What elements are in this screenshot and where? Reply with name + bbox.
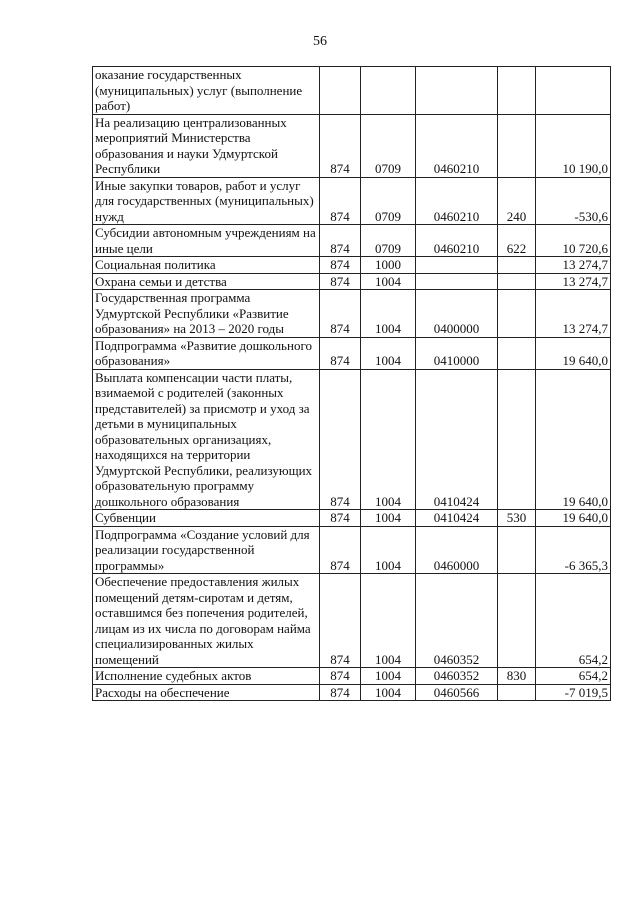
row-target-article: 0410000 <box>416 337 498 369</box>
row-ved-code: 874 <box>320 526 361 574</box>
row-expense-type <box>498 114 536 177</box>
row-expense-type: 830 <box>498 668 536 685</box>
row-name: Исполнение судебных актов <box>93 668 320 685</box>
page-number: 56 <box>313 34 327 49</box>
row-section-code: 1004 <box>361 510 416 527</box>
row-name: Подпрограмма «Создание условий для реализации государственной программы» <box>93 526 320 574</box>
table-row <box>93 67 611 115</box>
table-row <box>93 257 611 274</box>
row-amount <box>536 67 611 115</box>
table-row <box>93 290 611 338</box>
row-target-article: 0460566 <box>416 684 498 701</box>
row-target-article: 0460000 <box>416 526 498 574</box>
row-amount: 654,2 <box>536 668 611 685</box>
table-row <box>93 225 611 257</box>
row-target-article: 0410424 <box>416 510 498 527</box>
row-ved-code: 874 <box>320 290 361 338</box>
row-amount: -6 365,3 <box>536 526 611 574</box>
budget-table <box>92 66 611 701</box>
row-expense-type <box>498 67 536 115</box>
row-expense-type <box>498 526 536 574</box>
row-section-code: 1004 <box>361 290 416 338</box>
row-expense-type: 530 <box>498 510 536 527</box>
table-row <box>93 684 611 701</box>
row-amount: -7 019,5 <box>536 684 611 701</box>
row-target-article: 0410424 <box>416 369 498 510</box>
row-amount: 10 720,6 <box>536 225 611 257</box>
row-section-code: 1000 <box>361 257 416 274</box>
row-amount: 654,2 <box>536 574 611 668</box>
row-section-code: 1004 <box>361 526 416 574</box>
row-name: Выплата компенсации части платы, взимаемой с родителей (законных представителей) за присмотр и уход за детьми в муниципальных образовательных организациях, находящихся на территории Удмуртской Республики, реализующих образовательную программу дошкольного образования <box>93 369 320 510</box>
row-target-article: 0460352 <box>416 668 498 685</box>
row-name: Социальная политика <box>93 257 320 274</box>
row-expense-type <box>498 273 536 290</box>
row-ved-code: 874 <box>320 668 361 685</box>
row-expense-type <box>498 257 536 274</box>
row-section-code: 1004 <box>361 574 416 668</box>
row-expense-type <box>498 337 536 369</box>
row-section-code: 0709 <box>361 114 416 177</box>
table-row <box>93 177 611 225</box>
row-ved-code: 874 <box>320 337 361 369</box>
row-name: Иные закупки товаров, работ и услуг для государственных (муниципальных) нужд <box>93 177 320 225</box>
row-target-article <box>416 257 498 274</box>
row-expense-type: 240 <box>498 177 536 225</box>
row-target-article: 0460210 <box>416 225 498 257</box>
budget-table-body <box>93 67 611 701</box>
row-ved-code: 874 <box>320 257 361 274</box>
table-row <box>93 114 611 177</box>
row-ved-code: 874 <box>320 225 361 257</box>
row-amount: 13 274,7 <box>536 290 611 338</box>
row-ved-code <box>320 67 361 115</box>
table-row <box>93 668 611 685</box>
row-ved-code: 874 <box>320 510 361 527</box>
row-ved-code: 874 <box>320 273 361 290</box>
row-section-code <box>361 67 416 115</box>
row-target-article: 0460210 <box>416 177 498 225</box>
row-section-code: 1004 <box>361 273 416 290</box>
row-ved-code: 874 <box>320 574 361 668</box>
row-expense-type <box>498 369 536 510</box>
row-name: На реализацию централизованных мероприятий Министерства образования и науки Удмуртской Республики <box>93 114 320 177</box>
row-ved-code: 874 <box>320 684 361 701</box>
row-amount: 13 274,7 <box>536 257 611 274</box>
row-name: Охрана семьи и детства <box>93 273 320 290</box>
row-target-article: 0400000 <box>416 290 498 338</box>
row-name: Обеспечение предоставления жилых помещений детям-сиротам и детям, оставшимся без попечения родителей, лицам из их числа по договорам найма специализированных жилых помещений <box>93 574 320 668</box>
row-ved-code: 874 <box>320 177 361 225</box>
table-row <box>93 273 611 290</box>
row-amount: -530,6 <box>536 177 611 225</box>
row-section-code: 1004 <box>361 369 416 510</box>
row-ved-code: 874 <box>320 369 361 510</box>
row-name: Подпрограмма «Развитие дошкольного образования» <box>93 337 320 369</box>
row-ved-code: 874 <box>320 114 361 177</box>
row-target-article: 0460210 <box>416 114 498 177</box>
row-section-code: 0709 <box>361 177 416 225</box>
table-row <box>93 510 611 527</box>
row-section-code: 1004 <box>361 668 416 685</box>
table-row <box>93 369 611 510</box>
row-target-article: 0460352 <box>416 574 498 668</box>
table-row <box>93 526 611 574</box>
row-section-code: 1004 <box>361 684 416 701</box>
table-row <box>93 337 611 369</box>
row-target-article <box>416 67 498 115</box>
row-name: Расходы на обеспечение <box>93 684 320 701</box>
row-section-code: 1004 <box>361 337 416 369</box>
row-expense-type: 622 <box>498 225 536 257</box>
row-name: Государственная программа Удмуртской Республики «Развитие образования» на 2013 – 2020 годы <box>93 290 320 338</box>
table-row <box>93 574 611 668</box>
row-expense-type <box>498 574 536 668</box>
row-section-code: 0709 <box>361 225 416 257</box>
row-name: Субвенции <box>93 510 320 527</box>
row-amount: 19 640,0 <box>536 369 611 510</box>
row-amount: 10 190,0 <box>536 114 611 177</box>
row-target-article <box>416 273 498 290</box>
row-expense-type <box>498 684 536 701</box>
row-expense-type <box>498 290 536 338</box>
row-amount: 19 640,0 <box>536 510 611 527</box>
row-name: Субсидии автономным учреждениям на иные цели <box>93 225 320 257</box>
row-name: оказание государственных (муниципальных) услуг (выполнение работ) <box>93 67 320 115</box>
row-amount: 13 274,7 <box>536 273 611 290</box>
row-amount: 19 640,0 <box>536 337 611 369</box>
